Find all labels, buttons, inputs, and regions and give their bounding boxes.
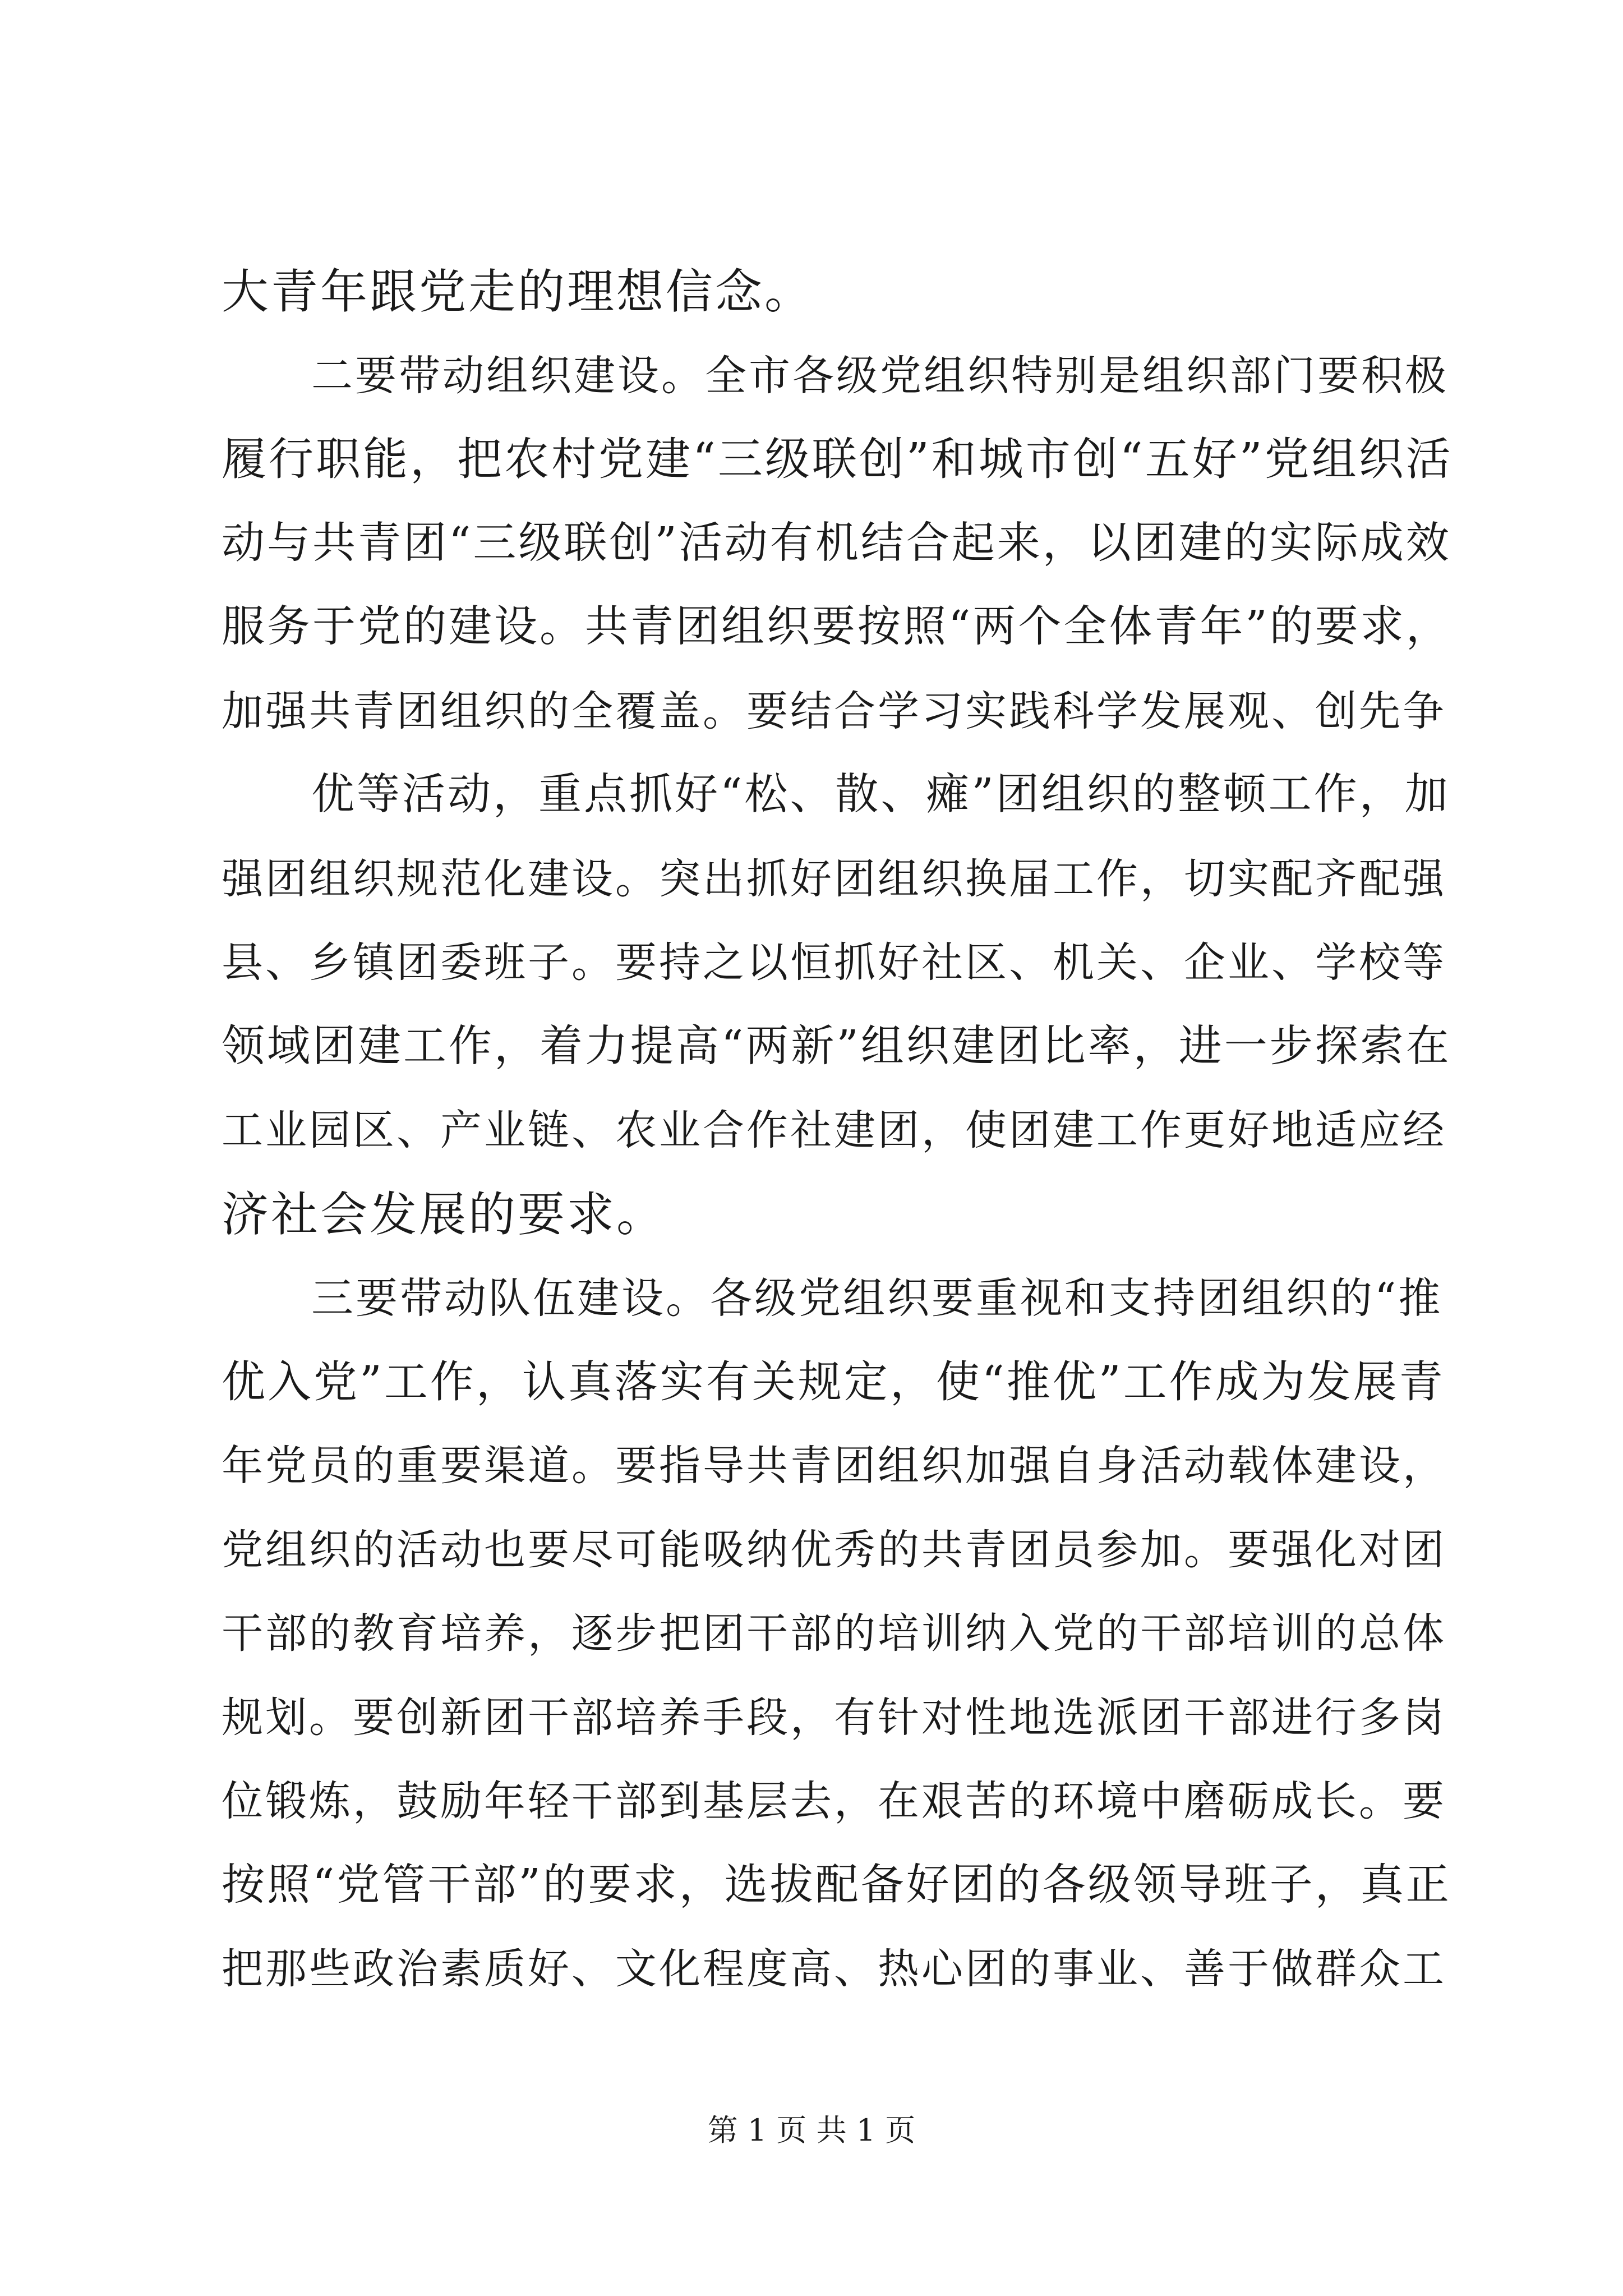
text-line-13: 三要带动队伍建设。各级党组织要重视和支持团组织的“推 [311, 1273, 1443, 1323]
text-line-15: 年党员的重要渠道。要指导共青团组织加强自身活动载体建设， [222, 1442, 1446, 1490]
text-line-6: 加强共青团组织的全覆盖。要结合学习实践科学发展观、创先争 [222, 687, 1446, 735]
text-line-9: 县、乡镇团委班子。要持之以恒抓好社区、机关、企业、学校等 [222, 938, 1446, 987]
text-line-19: 位锻炼，鼓励年轻干部到基层去，在艰苦的环境中磨砺成长。要 [222, 1777, 1446, 1825]
page-footer: 第 1 页 共 1 页 [707, 2113, 916, 2148]
text-line-3: 履行职能，把农村党建“三级联创”和城市创“五好”党组织活 [222, 433, 1453, 485]
text-line-18: 规划。要创新团干部培养手段，有针对性地选派团干部进行多岗 [222, 1694, 1446, 1742]
text-line-17: 干部的教育培养，逐步把团干部的培训纳入党的干部培训的总体 [222, 1609, 1446, 1658]
text-line-10: 领域团建工作，着力提高“两新”组织建团比率，进一步探索在 [222, 1022, 1451, 1071]
text-line-16: 党组织的活动也要尽可能吸纳优秀的共青团员参加。要强化对团 [222, 1526, 1446, 1574]
text-line-12: 济社会发展的要求。 [222, 1187, 666, 1242]
text-line-7: 优等活动，重点抓好“松、散、瘫”团组织的整顿工作，加 [311, 770, 1450, 820]
text-line-8: 强团组织规范化建设。突出抓好团组织换届工作，切实配齐配强 [222, 855, 1446, 903]
text-line-5: 服务于党的建设。共青团组织要按照“两个全体青年”的要求， [222, 602, 1451, 652]
text-line-1: 大青年跟党走的理想信念。 [222, 264, 814, 319]
text-line-4: 动与共青团“三级联创”活动有机结合起来，以团建的实际成效 [222, 518, 1451, 568]
text-line-2: 二要带动组织建设。全市各级党组织特别是组织部门要积极 [311, 352, 1449, 400]
text-line-11: 工业园区、产业链、农业合作社建团，使团建工作更好地适应经 [222, 1106, 1446, 1154]
text-line-21: 把那些政治素质好、文化程度高、热心团的事业、善于做群众工 [222, 1945, 1446, 1993]
text-line-14: 优入党”工作，认真落实有关规定，使“推优”工作成为发展青 [222, 1357, 1445, 1407]
text-line-20: 按照“党管干部”的要求，选拔配备好团的各级领导班子，真正 [222, 1860, 1451, 1910]
